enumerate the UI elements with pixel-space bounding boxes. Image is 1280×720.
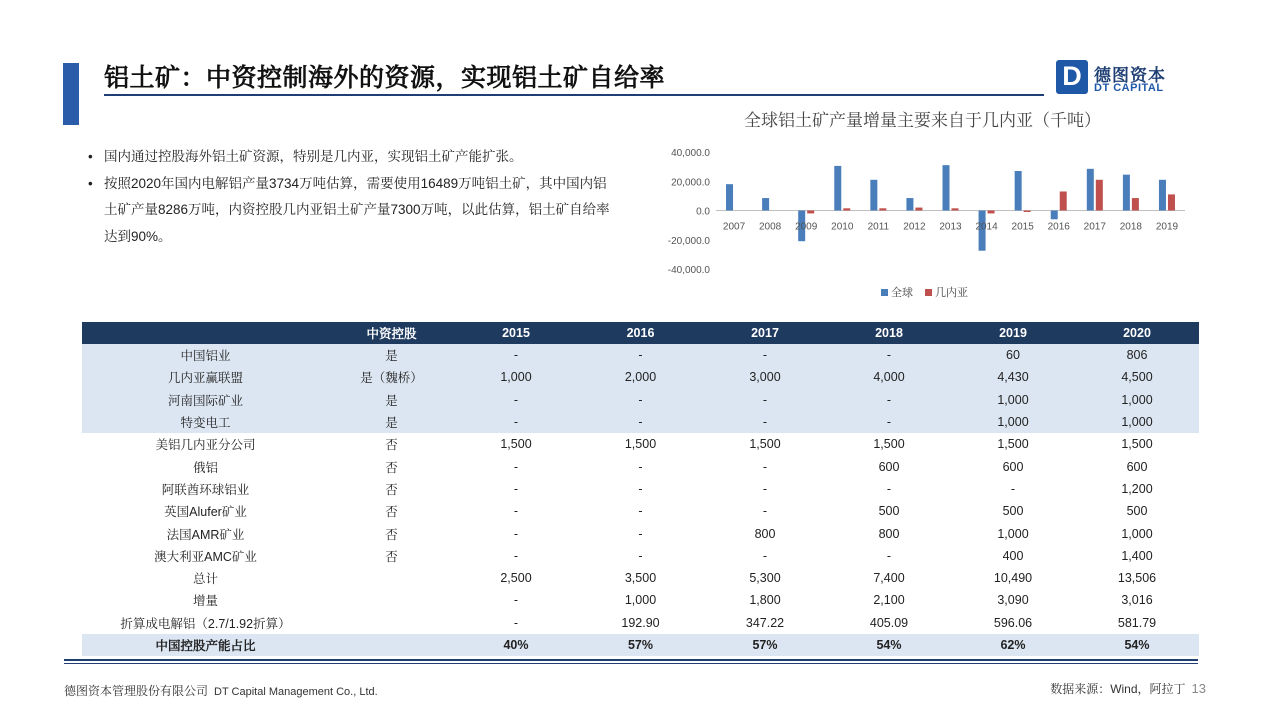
value-cell: 1,000 [951,411,1075,433]
value-cell: 13,506 [1117,571,1157,586]
table-header-row [82,322,1199,344]
value-cell: - [578,411,703,433]
value-cell: - [513,526,519,541]
title-accent-bar [63,63,79,125]
value-cell: 4,000 [827,366,951,388]
bullet-item: • 国内通过控股海外铝土矿资源，特别是几内亚，实现铝土矿产能扩张。 [88,144,618,171]
value-cell: - [1010,481,1016,496]
data-source: 数据来源：Wind，阿拉丁 [1050,682,1186,696]
value-cell: 596.06 [993,615,1033,630]
value-cell: 62% [951,634,1075,656]
value-cell: - [578,344,703,366]
bar-guinea [879,208,886,210]
table-row [82,500,1199,522]
company-cell: 法国AMR矿业 [166,527,245,542]
value-cell: - [827,389,951,411]
value-cell: 2,000 [578,366,703,388]
value-cell: 3,016 [1121,593,1153,608]
value-cell: 1,500 [997,437,1029,452]
value-cell: - [762,548,768,563]
bar-global [870,180,877,211]
table-row [82,545,1199,567]
value-cell: 1,000 [454,366,578,388]
chinese-owned-cell: 否 [385,482,398,497]
chinese-owned-cell: 是 [329,389,454,411]
table-row [82,567,1199,589]
header-cell: 2016 [578,322,703,344]
x-tick-label: 2014 [975,221,998,233]
x-tick-label: 2018 [1119,221,1143,233]
value-cell: 3,090 [997,593,1029,608]
value-cell: 54% [1075,634,1199,656]
x-tick-label: 2008 [758,221,782,233]
value-cell: 1,000 [951,389,1075,411]
value-cell: 500 [878,504,900,519]
logo-name-en: DT CAPITAL [1094,82,1164,94]
value-cell: - [638,459,643,474]
title-divider [104,94,1044,96]
value-cell: - [513,593,519,608]
value-cell: 3,500 [624,571,657,586]
y-tick-label: 20,000.0 [671,177,710,189]
x-tick-label: 2017 [1083,221,1106,233]
company-cell: 河南国际矿业 [82,389,329,411]
bar-global [762,198,769,210]
value-cell: 10,490 [993,571,1033,586]
x-tick-label: 2011 [867,221,890,233]
chinese-owned-cell [329,612,454,634]
value-cell: 2,100 [873,593,905,608]
value-cell: - [454,389,578,411]
value-cell: 806 [1075,344,1199,366]
table-row [82,612,1199,634]
value-cell: 54% [827,634,951,656]
page-title: 铝土矿：中资控制海外的资源，实现铝土矿自给率 [104,64,666,92]
value-cell: 1,000 [997,526,1029,541]
bar-global [943,165,950,210]
company-cell: 几内亚赢联盟 [82,366,329,388]
value-cell: 4,430 [951,366,1075,388]
value-cell: 1,500 [500,437,532,452]
value-cell: - [638,548,643,563]
company-cell: 中国铝业 [82,344,329,366]
legend-swatch [881,289,888,296]
bar-chart [640,132,1200,312]
value-cell: 1,200 [1121,481,1153,496]
value-cell: 1,500 [873,437,905,452]
bar-guinea [952,208,959,210]
bar-guinea [1168,194,1175,210]
value-cell: - [762,459,768,474]
company-cell: 英国Alufer矿业 [164,505,247,520]
x-tick-label: 2016 [1047,221,1070,233]
x-tick-label: 2015 [1011,221,1034,233]
header-cell: 2019 [951,322,1075,344]
chinese-owned-cell: 否 [385,549,398,564]
company-cell: 阿联酋环球铝业 [161,482,250,497]
chinese-owned-cell: 否 [385,527,398,542]
value-cell: 400 [1002,548,1024,563]
company-logo [1056,60,1186,100]
value-cell: 581.79 [1117,615,1157,630]
value-cell: - [638,481,643,496]
legend-swatch [925,289,932,296]
company-cell: 折算成电解铝（2.7/1.92折算） [120,616,291,631]
y-tick-label: 40,000.0 [671,148,710,159]
value-cell: 3,000 [703,366,827,388]
table-row [82,433,1199,455]
value-cell: 800 [878,526,900,541]
x-tick-label: 2013 [939,221,962,233]
logo-name-cn: 德图资本 [1094,66,1166,85]
bar-global [1051,211,1058,220]
bullet-list [88,144,618,250]
value-cell: - [513,504,519,519]
bar-guinea [988,211,995,214]
value-cell: 40% [454,634,578,656]
bar-guinea [1132,198,1139,210]
footer-divider-thin [64,663,1198,664]
value-cell: 1,000 [1075,411,1199,433]
value-cell: 1,400 [1121,548,1153,563]
chinese-owned-cell: 是 [329,411,454,433]
value-cell: 1,500 [1121,437,1153,452]
bar-global [906,198,913,210]
value-cell: 600 [1126,459,1148,474]
table-row [82,389,1199,411]
bar-guinea [1096,180,1103,211]
chinese-owned-cell: 否 [385,438,398,453]
bar-global [1123,175,1130,211]
value-cell: 800 [754,526,776,541]
chinese-owned-cell: 否 [385,505,398,520]
value-cell: 1,000 [1075,389,1199,411]
producer-capacity-table [82,322,1199,656]
table-row [82,344,1199,366]
table-row [82,455,1199,477]
table-row [82,634,1199,656]
page-number: 13 [1191,681,1206,696]
chinese-owned-cell [329,567,454,589]
footer-source [980,680,1206,697]
value-cell: - [638,526,643,541]
bar-guinea [915,208,922,211]
value-cell: - [703,389,827,411]
value-cell: 600 [1002,459,1024,474]
bar-global [1015,171,1022,210]
value-cell: 192.90 [621,615,660,630]
table-row [82,478,1199,500]
company-cell: 增量 [192,594,218,609]
value-cell: - [762,504,768,519]
value-cell: - [703,344,827,366]
value-cell: 5,300 [749,571,781,586]
value-cell: 2,500 [500,571,532,586]
table-row [82,522,1199,544]
table-row [82,589,1199,611]
value-cell: 57% [703,634,827,656]
value-cell: - [454,411,578,433]
value-cell: 4,500 [1075,366,1199,388]
logo-d-icon [1056,60,1088,94]
value-cell: - [886,548,892,563]
y-tick-label: -40,000.0 [667,265,710,276]
x-tick-label: 2009 [795,221,818,233]
value-cell: 600 [878,459,900,474]
value-cell: 7,400 [873,571,905,586]
value-cell: 347.22 [745,615,785,630]
value-cell: 1,800 [749,593,781,608]
value-cell: - [638,504,643,519]
chart-title: 全球铝土矿产量增量主要来自于几内亚（千吨） [744,111,1101,130]
value-cell: 60 [951,344,1075,366]
table-row [82,411,1199,433]
value-cell: 1,500 [624,437,657,452]
company-cell: 美铝几内亚分公司 [155,438,256,453]
value-cell: 57% [578,634,703,656]
value-cell: - [827,344,951,366]
company-name-en: DT Capital Management Co., Ltd. [214,686,378,698]
bar-global [834,166,841,211]
chinese-owned-cell: 是 [329,344,454,366]
value-cell: - [513,459,519,474]
value-cell: - [513,548,519,563]
value-cell: - [454,344,578,366]
value-cell: - [762,481,768,496]
bar-global [726,184,733,210]
value-cell: 500 [1002,504,1024,519]
company-cell: 中国控股产能占比 [82,634,329,656]
company-cell: 澳大利亚AMC矿业 [154,549,257,564]
company-cell: 特变电工 [82,411,329,433]
company-cell: 俄铝 [192,460,218,475]
x-tick-label: 2012 [903,221,926,233]
chinese-owned-cell [329,634,454,656]
x-tick-label: 2007 [722,221,746,233]
x-tick-label: 2019 [1155,221,1179,233]
chinese-owned-cell: 否 [385,460,398,475]
value-cell: 1,000 [624,593,657,608]
bar-guinea [1024,211,1031,212]
bar-guinea [807,211,814,214]
footer-divider [64,659,1198,661]
bar-guinea [843,208,850,210]
header-cell: 2018 [827,322,951,344]
bar-guinea [1060,191,1067,210]
legend-label: 几内亚 [935,287,968,299]
legend-label: 全球 [891,287,913,299]
header-cell-name [82,322,329,344]
table-row [82,366,1199,388]
y-tick-label: 0.0 [696,206,710,218]
value-cell: - [886,481,892,496]
value-cell: - [703,411,827,433]
logo-letter: D [1062,61,1082,91]
value-cell: - [827,411,951,433]
footer-company [64,682,378,699]
company-cell: 总计 [192,572,218,587]
value-cell: - [578,389,703,411]
chinese-owned-cell: 是（魏桥） [329,366,454,388]
bullet-item: • 按照2020年国内电解铝产量3734万吨估算，需要使用16489万吨铝土矿，其中国内铝土矿产量8286万吨，内资控股几内亚铝土矿产量7300万吨，以此估算，铝土矿自给率达到90%。 [88,171,618,251]
header-cell: 中资控股 [329,322,454,344]
bar-global [1087,169,1094,211]
company-name-cn: 德图资本管理股份有限公司 [64,684,209,698]
value-cell: 405.09 [869,615,909,630]
header-cell: 2015 [454,322,578,344]
value-cell: 1,500 [749,437,781,452]
y-tick-label: -20,000.0 [667,235,710,247]
value-cell: 500 [1126,504,1148,519]
x-tick-label: 2010 [831,221,854,233]
value-cell: - [513,615,519,630]
value-cell: - [513,481,519,496]
chinese-owned-cell [329,589,454,611]
header-cell: 2020 [1075,322,1199,344]
header-cell: 2017 [703,322,827,344]
bar-global [1159,180,1166,211]
value-cell: 1,000 [1121,526,1153,541]
